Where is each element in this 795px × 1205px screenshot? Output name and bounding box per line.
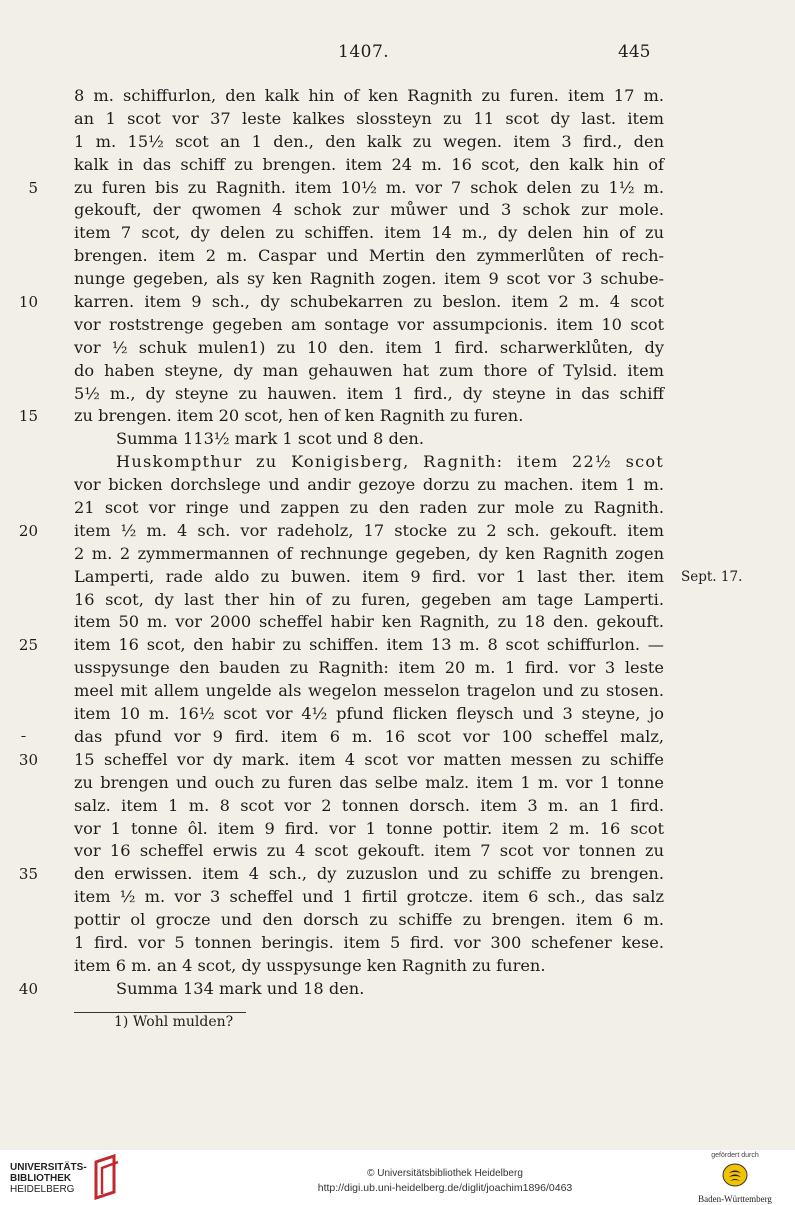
permalink[interactable]: http://digi.ub.uni-heidelberg.de/diglit/joachim1896/0463 [317, 1182, 573, 1194]
text-line [16, 611, 756, 634]
text-line [16, 245, 756, 268]
line-text: zu furen bis zu Ragnith. item 10½ m. vor 7 schok delen zu 1½ m. [74, 177, 664, 197]
line-text: item ½ m. vor 3 scheffel und 1 firtil grotcze. item 6 sch., das salz [74, 887, 664, 907]
sponsor-name: Baden-Württemberg [698, 1194, 772, 1204]
page-header [0, 42, 795, 66]
text-line [16, 657, 756, 680]
line-text: das pfund vor 9 fird. item 6 m. 16 scot vor 100 scheffel malz, [74, 726, 664, 746]
line-text: Summa 134 mark und 18 den. [116, 978, 365, 998]
line-text: 2 m. 2 zymmermannen of rechnunge gegeben, dy ken Ragnith zogen [74, 543, 664, 563]
line-number: 30 [18, 750, 38, 769]
line-text: gekouft, der qwomen 4 schok zur můwer und 3 schok zur mole. [74, 200, 664, 220]
line-number: 35 [18, 865, 38, 884]
text-line [16, 722, 756, 749]
line-text: item 10 m. 16½ scot vor 4½ pfund flicken fleysch und 3 steyne, jo [74, 704, 664, 724]
line-number: 40 [18, 979, 38, 998]
line-text: zu brengen und ouch zu furen das selbe malz. item 1 m. vor 1 tonne [74, 772, 664, 792]
text-line [16, 291, 756, 314]
text-line [16, 405, 756, 428]
text-line [16, 818, 756, 841]
line-text: vor 16 scheffel erwis zu 4 scot gekouft. item 7 scot vor tonnen zu [74, 841, 664, 861]
line-number: 15 [18, 407, 38, 426]
line-text: usspysunge den bauden zu Ragnith: item 20 m. 1 fird. vor 3 leste [74, 658, 664, 678]
margin-mark: ˍ [20, 722, 27, 739]
text-line [16, 543, 756, 566]
text-line [16, 589, 756, 612]
text-line [16, 268, 756, 291]
text-line [16, 177, 756, 200]
page-year: 1407. [338, 42, 390, 62]
line-text: do haben steyne, dy man gehauwen hat zum thore of Tylsid. item [74, 360, 664, 380]
text-line [16, 566, 756, 589]
text-line [16, 222, 756, 245]
line-text: vor roststrenge gegeben am sontage vor assumpcionis. item 10 scot [74, 314, 664, 334]
library-logo[interactable] [10, 1154, 120, 1202]
text-line [16, 85, 756, 108]
text-line [16, 863, 756, 886]
line-text: 15 scheffel vor dy mark. item 4 scot vor matten messen zu schiffe [74, 749, 664, 769]
text-line [16, 749, 756, 772]
text-line [16, 383, 756, 406]
library-name-line1: UNIVERSITÄTS- [10, 1162, 87, 1173]
line-text: den erwissen. item 4 sch., dy zuzuslon und zu schiffe zu brengen. [74, 864, 664, 884]
line-text: item 50 m. vor 2000 scheffel habir ken Ragnith, zu 18 den. gekouft. [74, 612, 664, 632]
line-text: 21 scot vor ringe und zappen zu den raden zur mole zu Ragnith. [74, 498, 664, 518]
line-text: vor 1 tonne ôl. item 9 fird. vor 1 tonne pottir. item 2 m. 16 scot [74, 818, 664, 838]
line-text: an 1 scot vor 37 leste kalkes slossteyn zu 11 scot dy last. item [74, 108, 664, 128]
line-number: 20 [18, 521, 38, 540]
footnote-rule [74, 1012, 246, 1013]
line-text: kalk in das schiff zu brengen. item 24 m. 16 scot, den kalk hin of [74, 154, 664, 174]
state-crest-icon [722, 1162, 748, 1188]
copyright-text: © Universitätsbibliothek Heidelberg [367, 1168, 523, 1179]
text-line [16, 520, 756, 543]
line-text: item 6 m. an 4 scot, dy usspysunge ken Ragnith zu furen. [74, 955, 546, 975]
line-text: karren. item 9 sch., dy schubekarren zu beslon. item 2 m. 4 scot [74, 292, 664, 312]
footnote: 1) Wohl mulden? [114, 1014, 234, 1030]
text-line [16, 337, 756, 360]
text-line [16, 932, 756, 955]
line-text: Huskompthur zu Konigisberg, Ragnith: item 22½ scot [116, 452, 664, 472]
line-text: 5½ m., dy steyne zu hauwen. item 1 fird., dy steyne in das schiff [74, 383, 664, 403]
line-text: meel mit allem ungelde als wegelon messelon tragelon und zu stosen. [74, 681, 664, 701]
line-text: item ½ m. 4 sch. vor radeholz, 17 stocke zu 2 sch. gekouft. item [74, 520, 664, 540]
sponsor-block [690, 1152, 780, 1204]
text-line [16, 772, 756, 795]
line-number: 10 [18, 293, 38, 312]
text-line [16, 886, 756, 909]
text-line [16, 199, 756, 222]
text-line [16, 451, 756, 474]
text-line [16, 795, 756, 818]
line-text: Lamperti, rade aldo zu buwen. item 9 fird. vor 1 last ther. item [74, 566, 664, 586]
sponsor-label: gefördert durch [711, 1152, 759, 1159]
line-number: 25 [18, 636, 38, 655]
line-text: 8 m. schiffurlon, den kalk hin of ken Ragnith zu furen. item 17 m. [74, 86, 664, 105]
text-line [16, 131, 756, 154]
line-text: 1 m. 15½ scot an 1 den., den kalk zu wegen. item 3 fird., den [74, 131, 664, 151]
digitization-footer [0, 1150, 795, 1205]
text-line [16, 497, 756, 520]
line-text: Summa 113½ mark 1 scot und 8 den. [116, 429, 424, 449]
line-text: nunge gegeben, als sy ken Ragnith zogen. item 9 scot vor 3 schube- [74, 269, 664, 289]
body-text [16, 85, 756, 1001]
text-line [16, 360, 756, 383]
line-text: salz. item 1 m. 8 scot vor 2 tonnen dorsch. item 3 m. an 1 fird. [74, 795, 664, 815]
library-name-line3: HEIDELBERG [10, 1184, 75, 1195]
text-line [16, 703, 756, 726]
line-text: vor ½ schuk mulen1) zu 10 den. item 1 fird. scharwerklůten, dy [74, 337, 664, 357]
line-text: vor bicken dorchslege und andir gezoye dorzu zu machen. item 1 m. [74, 475, 664, 495]
page-number: 445 [618, 42, 651, 62]
text-line [16, 840, 756, 863]
text-line [16, 428, 756, 451]
text-line [16, 909, 756, 932]
library-name-line2: BIBLIOTHEK [10, 1173, 72, 1184]
text-line [16, 154, 756, 177]
line-text: zu brengen. item 20 scot, hen of ken Ragnith zu furen. [74, 406, 524, 426]
text-line [16, 680, 756, 703]
line-number: 5 [28, 178, 38, 197]
text-line [16, 108, 756, 131]
text-line [16, 955, 756, 978]
library-mark-icon [92, 1154, 120, 1200]
text-line [16, 978, 756, 1001]
line-text: 1 fird. vor 5 tonnen beringis. item 5 fird. vor 300 schefener kese. [74, 932, 664, 952]
line-text: pottir ol grocze und den dorsch zu schiffe zu brengen. item 6 m. [74, 910, 664, 930]
text-line [16, 634, 756, 657]
text-line [16, 474, 756, 497]
line-text: item 7 scot, dy delen zu schiffen. item 14 m., dy delen hin of zu [74, 223, 664, 243]
line-text: brengen. item 2 m. Caspar und Mertin den zymmerlůten of rech- [74, 246, 664, 266]
line-text: 16 scot, dy last ther hin of zu furen, gegeben am tage Lamperti. [74, 589, 664, 609]
line-text: item 16 scot, den habir zu schiffen. item 13 m. 8 scot schiffurlon. — [74, 635, 664, 655]
margin-date-note: Sept. 17. [681, 568, 743, 585]
text-line [16, 314, 756, 337]
